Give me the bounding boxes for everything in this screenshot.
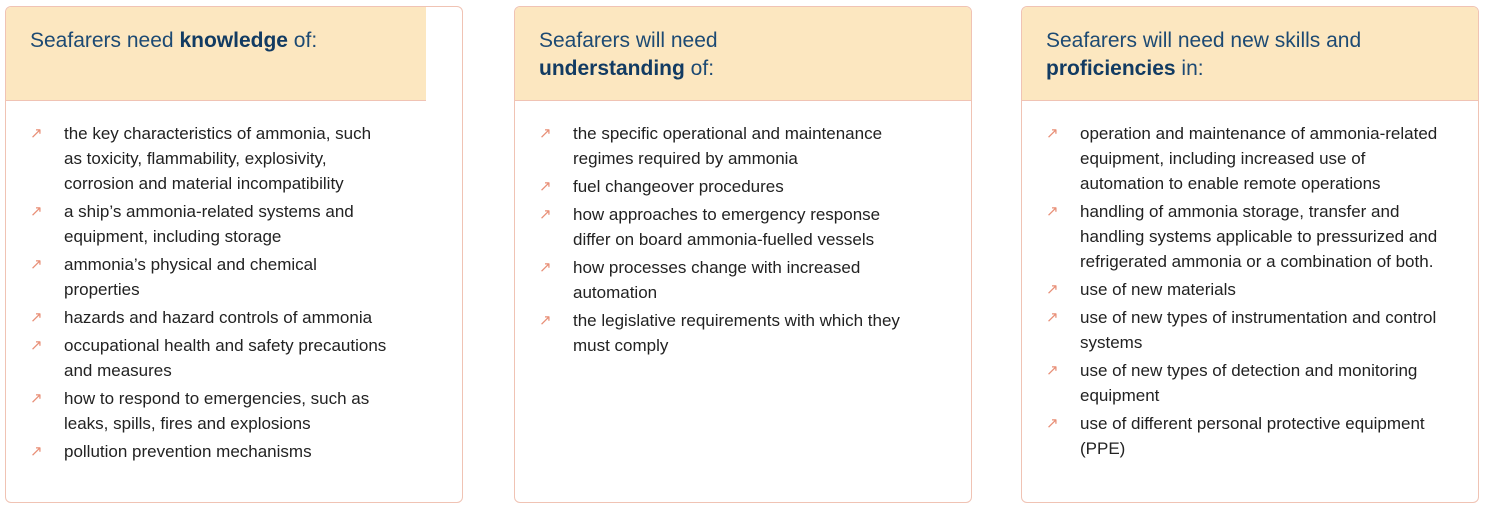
list-item: [30, 305, 390, 330]
header-text: Seafarers will need: [539, 29, 718, 52]
header-text-end: of:: [287, 29, 318, 52]
list-item: [1046, 358, 1446, 408]
list-item: [539, 174, 914, 199]
arrow-up-right-icon: ↗: [539, 205, 552, 223]
list-item: [539, 255, 914, 305]
arrow-up-right-icon: ↗: [1046, 308, 1059, 326]
arrow-up-right-icon: ↗: [30, 124, 43, 142]
list-item: [539, 121, 914, 171]
arrow-up-right-icon: ↗: [30, 389, 43, 407]
understanding-card-header: [515, 7, 972, 101]
arrow-up-right-icon: ↗: [1046, 202, 1059, 220]
list-item-text: the legislative requirements with which they must comply: [573, 311, 900, 355]
arrow-up-right-icon: ↗: [30, 442, 43, 460]
arrow-up-right-icon: ↗: [1046, 361, 1059, 379]
list-item-text: handling of ammonia storage, transfer and handling systems applicable to pressurized and refrigerated ammonia or a combination of both.: [1080, 202, 1438, 271]
list-item-text: the key characteristics of ammonia, such as toxicity, flammability, explosivity, corrosion and material incompatibility: [64, 124, 372, 193]
list-item-text: fuel changeover procedures: [573, 177, 784, 196]
header-keyword: proficiencies: [1046, 57, 1176, 80]
list-item-text: how approaches to emergency response differ on board ammonia-fuelled vessels: [573, 205, 881, 249]
list-item-text: operation and maintenance of ammonia-related equipment, including increased use of automation to enable remote operations: [1080, 124, 1438, 193]
knowledge-card: [5, 6, 463, 503]
arrow-up-right-icon: ↗: [30, 255, 43, 273]
list-item: [30, 252, 390, 302]
list-item: [1046, 277, 1446, 302]
list-item: [30, 121, 390, 196]
list-item: [539, 202, 914, 252]
understanding-list: [515, 101, 934, 358]
proficiencies-card-header: [1022, 7, 1479, 101]
header-text-end: in:: [1175, 57, 1204, 80]
list-item-text: use of different personal protective equipment (PPE): [1080, 414, 1425, 458]
list-item: [30, 333, 390, 383]
list-item-text: use of new types of detection and monitoring equipment: [1080, 361, 1418, 405]
knowledge-card-header: [6, 7, 426, 101]
arrow-up-right-icon: ↗: [1046, 124, 1059, 142]
arrow-up-right-icon: ↗: [30, 308, 43, 326]
list-item-text: hazards and hazard controls of ammonia: [64, 308, 373, 327]
arrow-up-right-icon: ↗: [1046, 280, 1059, 298]
header-text-end: of:: [684, 57, 715, 80]
arrow-up-right-icon: ↗: [30, 202, 43, 220]
arrow-up-right-icon: ↗: [539, 124, 552, 142]
list-item-text: the specific operational and maintenance regimes required by ammonia: [573, 124, 883, 168]
list-item-text: use of new materials: [1080, 280, 1236, 299]
header-keyword: understanding: [539, 57, 685, 80]
list-item: [1046, 411, 1446, 461]
arrow-up-right-icon: ↗: [30, 336, 43, 354]
list-item-text: how processes change with increased automation: [573, 258, 861, 302]
arrow-up-right-icon: ↗: [539, 311, 552, 329]
list-item: [539, 308, 914, 358]
list-item: [1046, 199, 1446, 274]
proficiencies-list: [1022, 101, 1466, 461]
arrow-up-right-icon: ↗: [539, 177, 552, 195]
arrow-up-right-icon: ↗: [539, 258, 552, 276]
arrow-up-right-icon: ↗: [1046, 414, 1059, 432]
list-item-text: a ship’s ammonia-related systems and equipment, including storage: [64, 202, 354, 246]
list-item-text: pollution prevention mechanisms: [64, 442, 312, 461]
proficiencies-card: [1021, 6, 1479, 503]
understanding-card: [514, 6, 972, 503]
list-item-text: occupational health and safety precautions and measures: [64, 336, 387, 380]
list-item: [30, 386, 390, 436]
header-text: Seafarers will need new skills and: [1046, 29, 1362, 52]
knowledge-list: [6, 101, 410, 464]
list-item-text: how to respond to emergencies, such as leaks, spills, fires and explosions: [64, 389, 370, 433]
header-keyword: knowledge: [179, 29, 288, 52]
header-text: Seafarers need: [30, 29, 180, 52]
list-item-text: use of new types of instrumentation and control systems: [1080, 308, 1437, 352]
list-item-text: ammonia’s physical and chemical properties: [64, 255, 317, 299]
list-item: [30, 439, 390, 464]
list-item: [30, 199, 390, 249]
list-item: [1046, 305, 1446, 355]
list-item: [1046, 121, 1446, 196]
